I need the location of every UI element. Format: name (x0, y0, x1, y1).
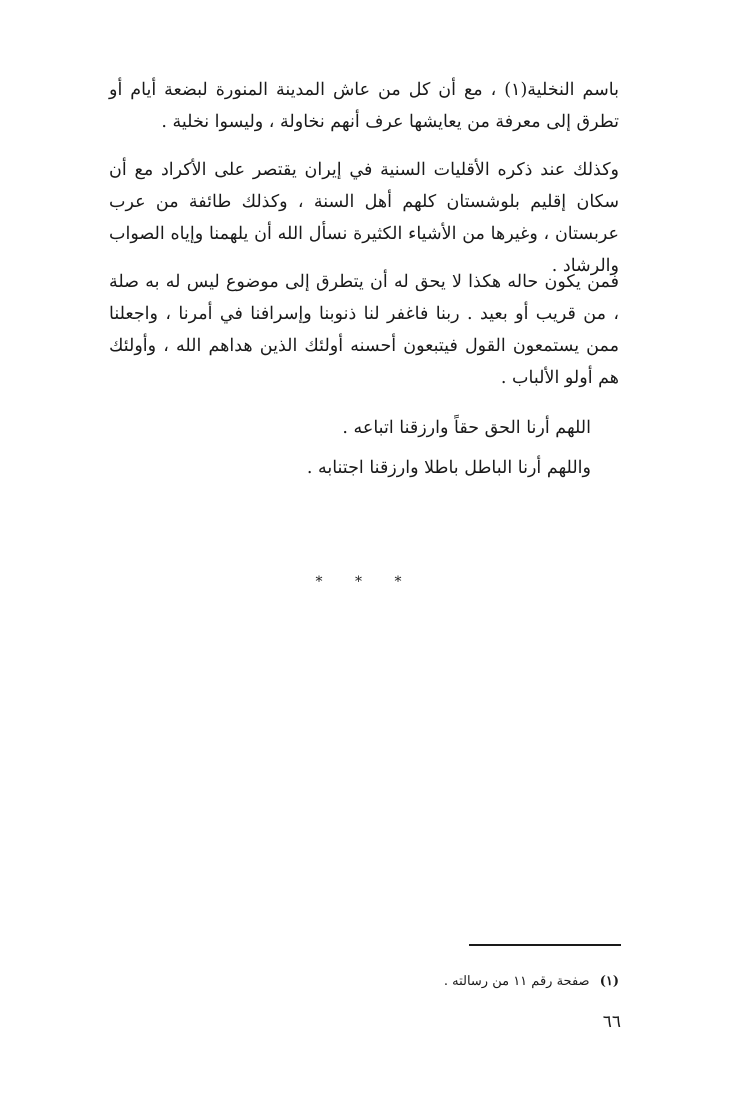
page-number: ٦٦ (602, 1012, 621, 1032)
paragraph-2: وكذلك عند ذكره الأقليات السنية في إيران يقتصر على الأكراد مع أن سكان إقليم بلوشستان كلهم أهل السنة ، وكذلك طائفة من عرب عربستان ، وغيرها من الأشياء الكثيرة نسأل الله أن يلهمنا وإياه الصواب والرشاد . (109, 160, 619, 276)
footnote-marker: (١) (599, 974, 619, 989)
dua-line-1: اللهم أرنا الحق حقاً وارزقنا اتباعه . (342, 418, 591, 438)
paragraph-3: فمن يكون حاله هكذا لا يحق له أن يتطرق إلى موضوع ليس له به صلة ، من قريب أو بعيد . ربنا فاغفر لنا ذنوبنا وإسرافنا في أمرنا ، واجعلنا ممن يستمعون القول فيتبعون أحسنه أولئك الذين هداهم الله ، وأولئك هم أولو الألباب . (109, 272, 619, 388)
footnote-text: صفحة رقم ١١ من رسالته . (443, 974, 590, 989)
footnote-divider (469, 944, 621, 946)
footnote (444, 970, 619, 994)
section-separator: * * * (315, 574, 416, 590)
paragraph-1: باسم النخلية(١) ، مع أن كل من عاش المدينة المنورة لبضعة أيام أو تطرق إلى معرفة من يعايشها عرف أنهم نخاولة ، وليسوا نخلية . (109, 80, 619, 132)
dua-line-2: واللهم أرنا الباطل باطلا وارزقنا اجتنابه . (306, 458, 591, 478)
